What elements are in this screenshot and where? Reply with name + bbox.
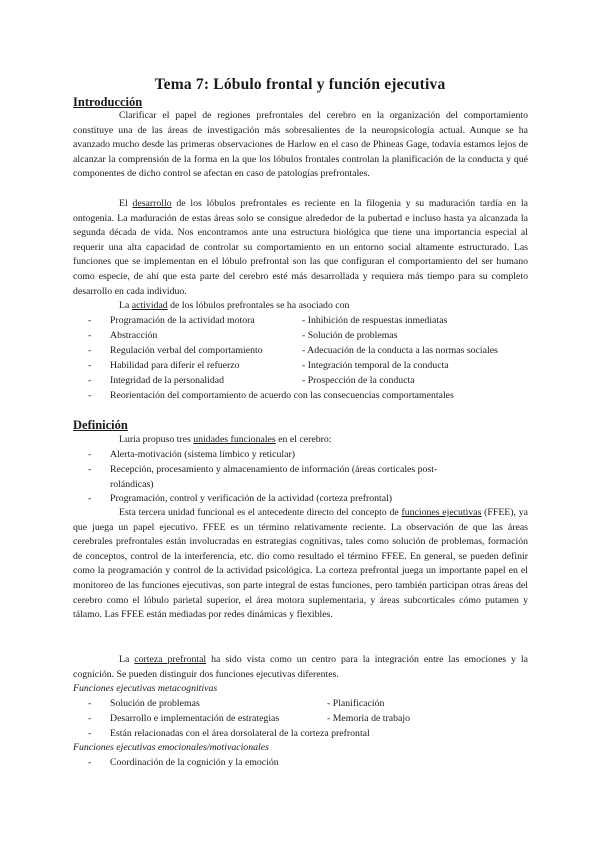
intro-p2-pre: El bbox=[119, 198, 133, 209]
intro-p2-post: de los lóbulos prefrontales es reciente en la filogenia y su maduración tardía en la ontogenia. La maduración de estas áreas solo se consigue alrededor de la pubertad e incluso hasta ya alcanzada la segunda década de vida. Nos encontramos ante una estructura biológica que tiene una importancia especial al requerir una alta capacidad de controlar su comportamiento en un entorno social altamente estructurado. Las funciones que se implementan en el lóbulo prefrontal son las que configuran el comportamiento del ser humano como especie, de ahí que esta parte del cerebro esté más desarrollada y requiera más tiempo para su completo desarrollo en cada individuo. bbox=[73, 198, 529, 297]
intro-p3-post: de los lóbulos prefrontales se ha asociado con bbox=[167, 300, 350, 311]
list-bullet: - bbox=[88, 375, 92, 386]
metacognitive-subheading: Funciones ejecutivas metacognitivas bbox=[73, 683, 218, 694]
ffee-post: (FFEE), ya que juega un papel ejecutivo. FFEE es un término relativamente reciente. La observación de que las áreas cerebrales prefrontales están involucradas en estrategias cognitivas, tales como solución de problemas, formación de conceptos, control de la interferencia, etc. dio como resultado el término FFEE. En general, se pueden definir como la programación y control de la actividad psicológica. La corteza prefrontal juega un importante papel en el monitoreo de las funciones ejecutivas, son parte integral de estas funciones, pero también participan otras áreas del cerebro como el lóbulo parietal superior, el área motora suplementaria, y áreas subcorticales cómo putamen y tálamo. Las FFEE están mediadas por redes dinámicas y flexibles. bbox=[73, 507, 528, 621]
list-item: Abstracción bbox=[110, 330, 158, 341]
list-bullet: - bbox=[88, 330, 92, 341]
list-bullet: - bbox=[88, 698, 92, 709]
list-item: Programación, control y verificación de la actividad (corteza prefrontal) bbox=[110, 493, 393, 504]
list-bullet: - bbox=[88, 345, 92, 356]
list-bullet: - bbox=[88, 315, 92, 326]
intro-p3-pre: La bbox=[119, 300, 132, 311]
list-item: Reorientación del comportamiento de acuerdo con las consecuencias comportamentales bbox=[110, 390, 454, 401]
cortex-post: ha sido vista como un centro para la integración entre las emociones y la cognición. Se pueden distinguir dos funciones ejecutivas diferentes. bbox=[73, 654, 528, 680]
list-item: - Solución de problemas bbox=[302, 330, 398, 341]
list-item: - Integración temporal de la conducta bbox=[302, 360, 449, 371]
luria-post: en el cerebro: bbox=[275, 434, 332, 445]
list-bullet: - bbox=[88, 449, 92, 460]
list-bullet: - bbox=[88, 757, 92, 768]
list-item: - Planificación bbox=[327, 698, 385, 709]
intro-p3-underline: actividad bbox=[131, 300, 168, 311]
list-item: Integridad de la personalidad bbox=[110, 375, 224, 386]
list-bullet: - bbox=[88, 360, 92, 371]
section-heading-definicion: Definición bbox=[73, 418, 128, 432]
luria-paragraph bbox=[73, 433, 528, 448]
list-item: Coordinación de la cognición y la emoción bbox=[110, 757, 279, 768]
cortex-paragraph bbox=[73, 653, 528, 682]
list-item: Programación de la actividad motora bbox=[110, 315, 255, 326]
intro-paragraph-1 bbox=[73, 109, 528, 182]
luria-underline: unidades funcionales bbox=[193, 434, 276, 445]
list-item: Regulación verbal del comportamiento bbox=[110, 345, 263, 356]
ffee-paragraph bbox=[73, 506, 528, 623]
intro-p1-text: Clarificar el papel de regiones prefrontales del cerebro en la organización del comportamiento constituye una de las áreas de investigación más sobresalientes de la neuropsicología actual. Aunque se ha avanzado mucho desde las primeras observaciones de Harlow en el caso de Phineas Gage, todavía estamos lejos de alcanzar la comprensión de la forma en la que los lóbulos frontales controlan la planificación de la conducta y qué componentes de dicho control se afectan en caso de patologías prefrontales. bbox=[73, 110, 528, 180]
intro-paragraph-2 bbox=[73, 197, 528, 299]
emotional-subheading: Funciones ejecutivas emocionales/motivacionales bbox=[73, 742, 269, 753]
list-bullet: - bbox=[88, 493, 92, 504]
list-item: - Adecuación de la conducta a las normas sociales bbox=[302, 345, 498, 356]
page-title: Tema 7: Lóbulo frontal y función ejecutiva bbox=[154, 76, 446, 93]
list-item: - Inhibición de respuestas inmediatas bbox=[302, 315, 448, 326]
list-item: Están relacionadas con el área dorsolateral de la corteza prefrontal bbox=[110, 728, 370, 739]
cortex-underline: corteza prefrontal bbox=[134, 654, 207, 665]
list-item: Alerta-motivación (sistema límbico y reticular) bbox=[110, 449, 295, 460]
list-item: Solución de problemas bbox=[110, 698, 200, 709]
intro-paragraph-3 bbox=[73, 299, 528, 314]
list-bullet: - bbox=[88, 728, 92, 739]
list-item: Habilidad para diferir el refuerzo bbox=[110, 360, 240, 371]
list-item: Desarrollo e implementación de estrategias bbox=[110, 713, 280, 724]
list-bullet: - bbox=[88, 713, 92, 724]
list-item: Recepción, procesamiento y almacenamiento de información (áreas corticales post-rolándicas) bbox=[110, 464, 438, 490]
ffee-pre: Esta tercera unidad funcional es el antecedente directo del concepto de bbox=[119, 507, 402, 518]
intro-p2-underline: desarrollo bbox=[132, 198, 172, 209]
list-item: - Prospección de la conducta bbox=[302, 375, 415, 386]
list-bullet: - bbox=[88, 464, 92, 475]
section-heading-introduccion: Introducción bbox=[73, 95, 143, 109]
list-bullet: - bbox=[88, 390, 92, 401]
cortex-pre: La bbox=[119, 654, 135, 665]
list-item: - Memoria de trabajo bbox=[327, 713, 410, 724]
luria-pre: Luria propuso tres bbox=[119, 434, 194, 445]
ffee-underline: funciones ejecutivas bbox=[401, 507, 482, 518]
